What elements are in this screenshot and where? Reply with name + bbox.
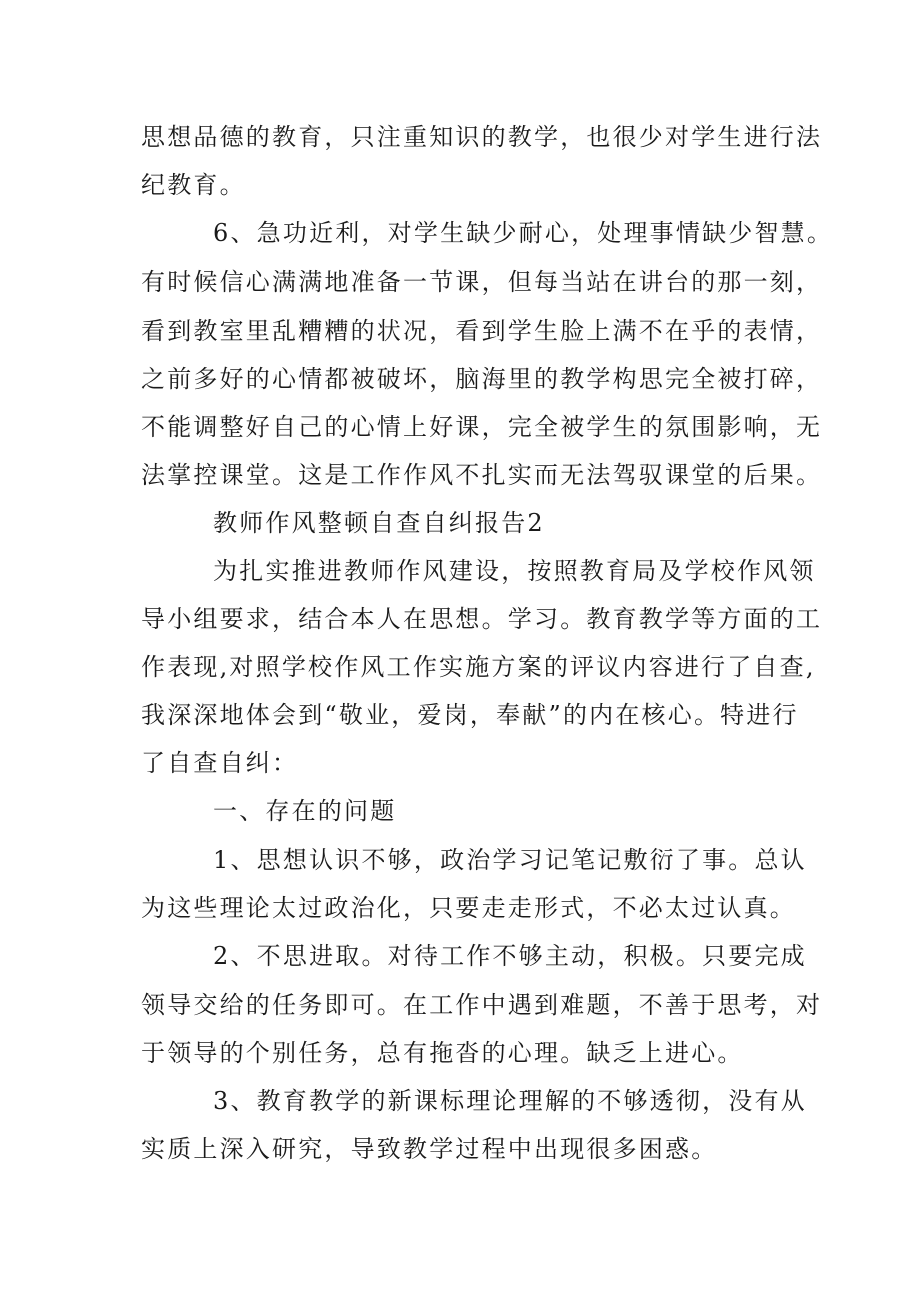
subsection-heading: 一、存在的问题 <box>213 797 397 825</box>
text-line: 之前多好的心情都被破坏，脑海里的教学构思完全被打碎， <box>141 365 823 393</box>
text-line: 1、思想认识不够，政治学习记笔记敷衍了事。总认 <box>213 846 807 874</box>
text-line: 不能调整好自己的心情上好课，完全被学生的氛围影响，无 <box>141 413 823 441</box>
text-line: 为扎实推进教师作风建设，按照教育局及学校作风领 <box>213 557 816 585</box>
text-line: 思想品德的教育，只注重知识的教学，也很少对学生进行法 <box>141 123 823 151</box>
text-line: 于领导的个别任务，总有拖沓的心理。缺乏上进心。 <box>141 1039 744 1067</box>
text-line: 领导交给的任务即可。在工作中遇到难题，不善于思考，对 <box>141 991 823 1019</box>
text-line: 了自查自纠： <box>141 749 299 777</box>
text-line: 实质上深入研究，导致教学过程中出现很多困惑。 <box>141 1135 718 1163</box>
text-line: 法掌控课堂。这是工作作风不扎实而无法驾驭课堂的后果。 <box>141 461 823 489</box>
section-heading: 教师作风整顿自查自纠报告2 <box>213 509 545 537</box>
text-line: 我深深地体会到“敬业，爱岗，奉献”的内在核心。特进行 <box>141 701 799 729</box>
text-line: 为这些理论太过政治化，只要走走形式，不必太过认真。 <box>141 894 796 922</box>
text-line: 2、不思进取。对待工作不够主动，积极。只要完成 <box>213 942 807 970</box>
text-line: 纪教育。 <box>141 171 246 199</box>
text-line: 导小组要求，结合本人在思想。学习。教育教学等方面的工 <box>141 605 823 633</box>
text-line: 6、急功近利，对学生缺少耐心，处理事情缺少智慧。 <box>213 219 834 247</box>
text-line: 看到教室里乱糟糟的状况，看到学生脸上满不在乎的表情， <box>141 317 823 345</box>
text-line: 3、教育教学的新课标理论理解的不够透彻，没有从 <box>213 1087 807 1115</box>
text-line: 作表现,对照学校作风工作实施方案的评议内容进行了自查, <box>141 653 816 681</box>
text-line: 有时候信心满满地准备一节课，但每当站在讲台的那一刻， <box>141 268 823 296</box>
